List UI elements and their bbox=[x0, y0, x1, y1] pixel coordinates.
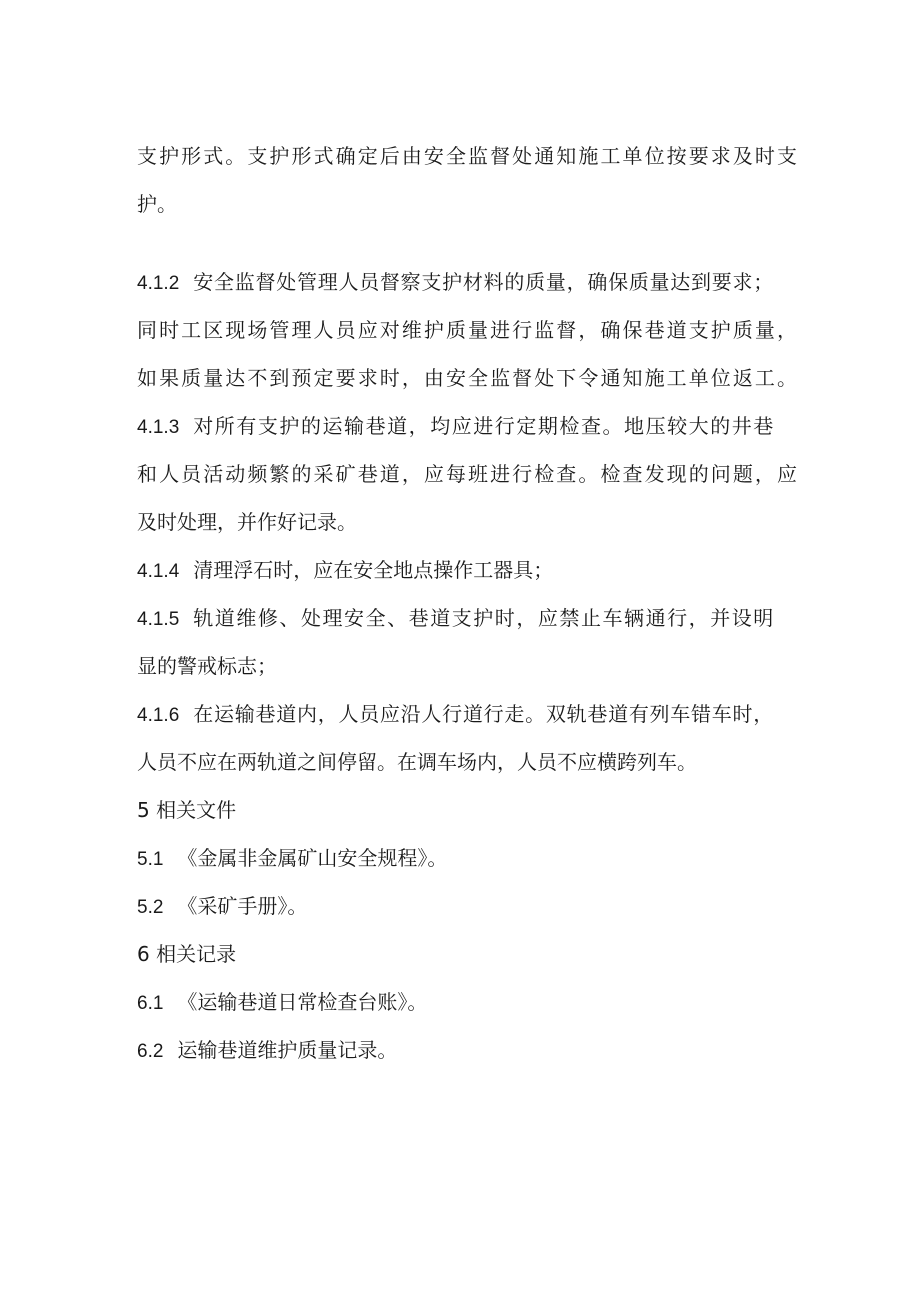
paragraph-line: 护。 bbox=[137, 192, 177, 216]
clause-number: 4.1.6 bbox=[137, 705, 180, 726]
clause-4-1-3 bbox=[137, 402, 797, 546]
paragraph-line: 和人员活动频繁的采矿巷道，应每班进行检查。检查发现的问题，应 bbox=[137, 462, 797, 486]
item-text: 《金属非金属矿山安全规程》。 bbox=[177, 846, 448, 870]
clause-4-1-4 bbox=[137, 546, 797, 594]
paragraph-line: 及时处理，并作好记录。 bbox=[137, 510, 357, 534]
document-body bbox=[137, 132, 797, 1074]
clause-number: 4.1.5 bbox=[137, 609, 180, 630]
paragraph-line: 支护形式。支护形式确定后由安全监督处通知施工单位按要求及时支 bbox=[137, 144, 797, 168]
item-number: 6.2 bbox=[137, 1041, 164, 1062]
item-number: 5.2 bbox=[137, 897, 164, 918]
clause-number: 4.1.4 bbox=[137, 561, 180, 582]
clause-text: 在运输巷道内，人员应沿人行道行走。双轨巷道有列车错车时， bbox=[193, 702, 774, 726]
item-text: 运输巷道维护质量记录。 bbox=[177, 1038, 398, 1062]
clause-text: 对所有支护的运输巷道，均应进行定期检查。地压较大的井巷 bbox=[193, 414, 774, 438]
clause-4-1-5 bbox=[137, 594, 797, 690]
item-number: 6.1 bbox=[137, 993, 164, 1014]
item-text: 《运输巷道日常检查台账》。 bbox=[177, 990, 428, 1014]
clause-text: 安全监督处管理人员督察支护材料的质量，确保质量达到要求； bbox=[193, 270, 774, 294]
paragraph-line: 如果质量达不到预定要求时，由安全监督处下令通知施工单位返工。 bbox=[137, 366, 797, 390]
clause-number: 4.1.3 bbox=[137, 417, 180, 438]
clause-text: 轨道维修、处理安全、巷道支护时，应禁止车辆通行，并设明 bbox=[193, 606, 774, 630]
section-5 bbox=[137, 786, 797, 930]
clause-number: 4.1.2 bbox=[137, 273, 180, 294]
clause-4-1-6 bbox=[137, 690, 797, 786]
item-text: 《采矿手册》。 bbox=[177, 894, 308, 918]
paragraph-line: 显的警戒标志； bbox=[137, 654, 277, 678]
item-number: 5.1 bbox=[137, 849, 164, 870]
paragraph-line: 人员不应在两轨道之间停留。在调车场内，人员不应横跨列车。 bbox=[137, 750, 697, 774]
paragraph-line: 同时工区现场管理人员应对维护质量进行监督，确保巷道支护质量， bbox=[137, 318, 797, 342]
section-6 bbox=[137, 930, 797, 1074]
clause-text: 清理浮石时，应在安全地点操作工器具； bbox=[193, 558, 554, 582]
intro-paragraph bbox=[137, 132, 797, 228]
section-heading: 5 相关文件 bbox=[137, 798, 237, 822]
section-heading: 6 相关记录 bbox=[137, 942, 237, 966]
clause-4-1-2 bbox=[137, 258, 797, 402]
